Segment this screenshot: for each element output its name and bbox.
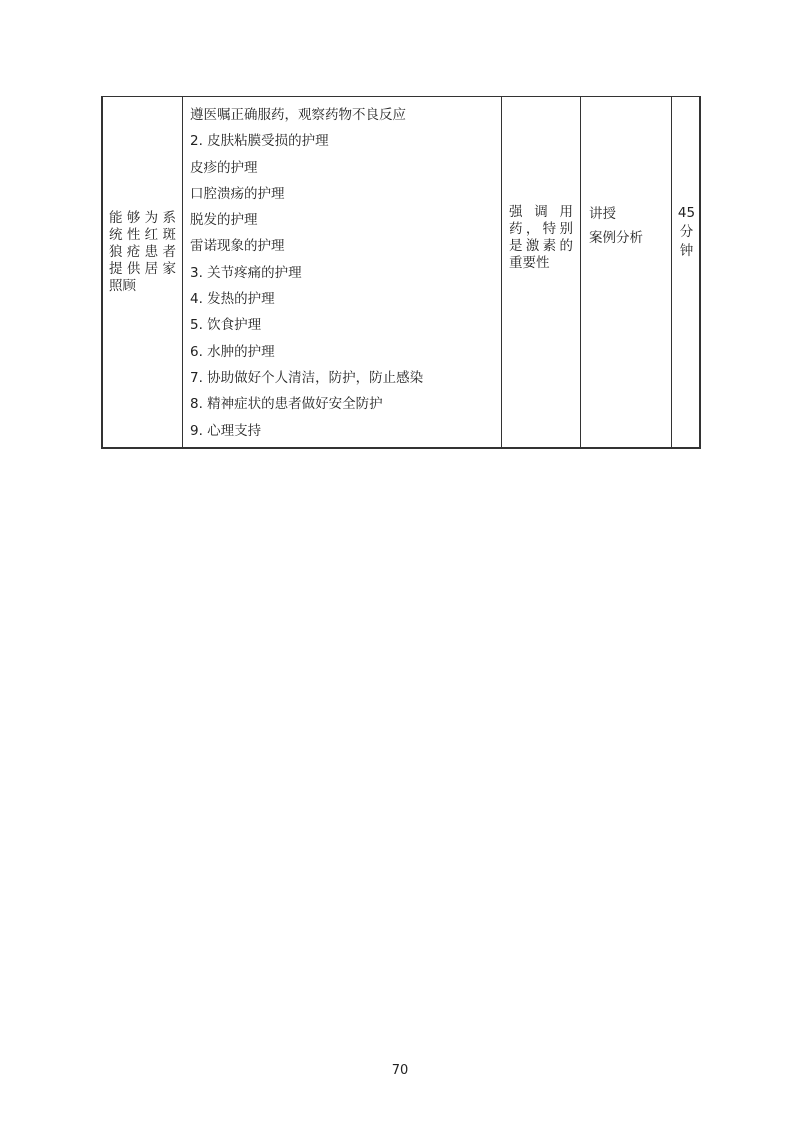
method-item: 讲授 [589,206,616,222]
list-item: 遵医嘱正确服药，观察药物不良反应 [190,107,406,123]
time-line: 钟 [679,243,694,259]
time-text [672,204,701,261]
content-list [190,102,423,444]
page-number: 70 [391,1063,409,1078]
objective-line: 提供居家 [109,261,176,277]
method-list [589,202,643,250]
emphasis-text [509,204,573,272]
list-item: 雷诺现象的护理 [190,238,285,255]
emphasis-line: 重要性 [509,255,550,271]
objective-cell [103,97,183,447]
list-item: 9. 心理支持 [190,422,262,439]
objective-line: 统性红斑 [109,227,176,243]
objective-text [109,210,176,295]
time-line: 45 [677,205,696,221]
list-item: 6. 水肿的护理 [190,343,275,360]
list-item: 3. 关节疼痛的护理 [190,264,302,281]
method-cell [581,97,672,447]
objective-line: 狼疮患者 [109,244,176,260]
list-item: 脱发的护理 [190,212,258,229]
list-item: 5. 饮食护理 [190,317,262,334]
list-item: 8. 精神症状的患者做好安全防护 [190,396,383,413]
objective-line: 照顾 [109,278,136,294]
list-item: 7. 协助做好个人清洁，防护，防止感染 [190,369,424,386]
list-item: 2. 皮肤粘膜受损的护理 [190,133,329,150]
list-item: 皮疹的护理 [190,159,258,176]
list-item: 口腔溃疡的护理 [190,185,285,202]
objective-line: 能够为系 [109,210,176,226]
curriculum-table [101,96,701,449]
time-cell [672,97,701,447]
content-cell [183,97,502,447]
method-item: 案例分析 [589,230,643,246]
time-line: 分 [679,224,694,240]
emphasis-line: 强调用 [509,204,573,220]
emphasis-line: 药，特别 [509,221,573,237]
list-item: 4. 发热的护理 [190,291,275,308]
emphasis-cell [502,97,581,447]
emphasis-line: 是激素的 [509,238,573,254]
